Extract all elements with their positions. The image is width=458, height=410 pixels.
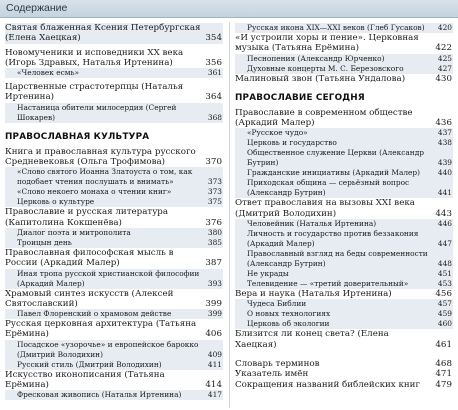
entry-title: «Слово святого Иоанна Златоуста о том, как подобает чтения послушать и внимать»	[17, 167, 193, 187]
page-number: 456	[435, 289, 452, 300]
page-number: 385	[207, 237, 222, 247]
spacer	[235, 350, 453, 359]
entry-title: Русская церковная архитектура (Татьяна Ерёмина)	[5, 319, 197, 340]
toc-subentry[interactable]	[235, 319, 453, 329]
page-number: 443	[435, 208, 452, 219]
page-number: 406	[205, 329, 222, 340]
toc-subentry[interactable]	[235, 299, 453, 309]
toc-subentry[interactable]	[235, 148, 453, 168]
page-number: 439	[437, 158, 452, 168]
right-top-entries	[235, 23, 453, 84]
page-number: 361	[207, 68, 222, 78]
toc-subentry[interactable]	[5, 238, 223, 248]
toc-entry[interactable]	[5, 147, 223, 168]
right-section-entries	[235, 108, 453, 390]
toc-subentry[interactable]	[235, 54, 453, 64]
page-number: 448	[437, 259, 452, 269]
page-number: 459	[437, 309, 452, 319]
entry-title: Русская икона XIX—XXI веков (Глеб Гусаков)	[247, 23, 425, 32]
toc-entry[interactable]	[235, 359, 453, 369]
toc-subentry[interactable]	[235, 249, 453, 269]
toc-subentry[interactable]	[5, 340, 223, 360]
page-number: 457	[437, 299, 452, 309]
toc-subentry[interactable]	[235, 23, 453, 33]
toc-entry[interactable]	[235, 33, 453, 54]
toc-subentry[interactable]	[5, 360, 223, 370]
page-number: 422	[435, 43, 452, 54]
entry-title: Иная тропа русской христианской философии (Аркадий Малер)	[17, 268, 200, 288]
entry-title: Общественное служение Церкви (Александр Бутрин)	[247, 148, 424, 168]
toc-entry[interactable]	[235, 369, 453, 379]
toc-subentry[interactable]	[5, 68, 223, 78]
page-number: 437	[437, 128, 452, 138]
toc-entry[interactable]	[5, 48, 223, 69]
page-number: 440	[437, 168, 452, 178]
toc-entry[interactable]	[5, 207, 223, 228]
page-number: 460	[437, 319, 452, 329]
page-number: 376	[205, 217, 222, 228]
entry-title: Троицын день	[17, 237, 72, 247]
entry-title: Павел Флоренский о храмовом действе	[17, 309, 172, 319]
entry-title: Православный взгляд на беды современности (Александр Бутрин)	[247, 249, 428, 269]
entry-title: «Человек есмь»	[17, 68, 80, 78]
entry-title: «Русское чудо»	[247, 128, 308, 138]
page-number: 425	[437, 53, 452, 63]
entry-title: Песнопения (Александр Юрченко)	[247, 53, 385, 63]
page-number: 375	[207, 197, 222, 207]
page-number: 447	[437, 239, 452, 249]
entry-title: Книга и православная культура русского Средневековья (Ольга Трофимова)	[5, 146, 196, 168]
entry-title: Искусство иконописания (Татьяна Ерёмина)	[5, 369, 165, 391]
entry-title: Церковь и государство	[247, 138, 337, 148]
entry-title: Фресковая живопись (Наталья Иртенина)	[17, 390, 182, 400]
section-title-culture: ПРАВОСЛАВНАЯ КУЛЬТУРА	[5, 131, 150, 142]
entry-title: Русский стиль (Дмитрий Володихин)	[17, 359, 162, 369]
entry-title: Вера и наука (Наталья Иртенина)	[235, 289, 392, 300]
entry-title: Храмовый синтез искусств (Алексей Святославский)	[5, 288, 174, 309]
toc-entry[interactable]	[5, 248, 223, 269]
left-top-entries	[5, 23, 223, 123]
page-number: 368	[207, 112, 222, 122]
page-number: 380	[207, 227, 222, 237]
entry-title: Чудеса Библии	[247, 299, 307, 309]
toc-subentry[interactable]	[5, 167, 223, 187]
page-number: 468	[435, 358, 452, 369]
entry-title: Гражданские инициативы (Аркадий Малер)	[247, 168, 421, 178]
page-number: 420	[437, 23, 452, 32]
toc-subentry[interactable]	[5, 309, 223, 319]
toc-subentry[interactable]	[235, 219, 453, 229]
toc-subentry[interactable]	[235, 309, 453, 319]
page-number: 430	[435, 73, 452, 84]
page-number: 364	[205, 92, 222, 103]
entry-title: Церковь об экологии	[247, 319, 330, 329]
entry-title: Церковь о культуре	[17, 197, 95, 207]
page-number: 399	[205, 298, 222, 309]
toc-subentry[interactable]	[5, 103, 223, 123]
entry-title: Словарь терминов	[235, 358, 320, 369]
entry-title: «И устроили хоры и пение». Церковная музыка (Татьяна Ерёмина)	[235, 33, 419, 54]
section-title-today: ПРАВОСЛАВИЕ СЕГОДНЯ	[235, 92, 365, 103]
entry-title: Не украды	[247, 269, 289, 279]
right-column	[235, 23, 453, 390]
page-number: 387	[205, 258, 222, 269]
page-number: 438	[437, 138, 452, 148]
entry-title: Близится ли конец света? (Елена Хаецкая)	[235, 329, 389, 350]
toc-subentry[interactable]	[5, 197, 223, 207]
page-number: 354	[205, 33, 222, 44]
toc-subentry[interactable]	[235, 269, 453, 279]
toc-entry[interactable]	[5, 82, 223, 103]
page-number: 436	[435, 118, 452, 129]
entry-title: Святая блаженная Ксения Петербургская (Елена Хаецкая)	[5, 23, 201, 44]
entry-title: Человейник (Наталья Иртенина)	[247, 219, 377, 229]
toc-subentry[interactable]	[5, 269, 223, 289]
toc-subentry[interactable]	[235, 178, 453, 198]
toc-entry[interactable]	[235, 380, 453, 390]
page-number: 427	[437, 63, 452, 73]
page-number: 414	[205, 380, 222, 391]
entry-title: «Слово некоего монаха о чтении книг»	[17, 187, 172, 197]
page-number: 471	[435, 369, 452, 380]
toc-entry[interactable]	[5, 319, 223, 340]
page-number: 417	[207, 390, 222, 400]
page-number: 409	[207, 349, 222, 359]
entry-title: О новых технологиях	[247, 309, 331, 319]
toc-subentry[interactable]	[235, 279, 453, 289]
entry-title: Малиновый звон (Татьяна Ундалова)	[235, 73, 406, 84]
toc-subentry[interactable]	[235, 168, 453, 178]
toc-entry[interactable]	[235, 329, 453, 350]
toc-subentry[interactable]	[235, 64, 453, 74]
toc-entry[interactable]	[5, 370, 223, 391]
toc-entry[interactable]	[235, 289, 453, 299]
page-number: 373	[207, 177, 222, 187]
toc-entry[interactable]	[235, 74, 453, 84]
entry-title: Православие и русская литература (Капитолина Кокшенёва)	[5, 207, 169, 228]
toc-subentry[interactable]	[235, 128, 453, 138]
toc-subentry[interactable]	[235, 229, 453, 249]
page-number: 479	[435, 379, 452, 390]
page-number: 399	[207, 309, 222, 319]
page-number: 453	[437, 279, 452, 289]
header-title: Содержание	[6, 2, 68, 14]
entry-title: Новомученики и исповедники XX века (Игорь Здравых, Наталья Иртенина)	[5, 47, 184, 68]
entry-title: Православная философская мысль в России (Аркадий Малер)	[5, 247, 174, 269]
page-number: 411	[207, 359, 222, 369]
toc-entry[interactable]	[5, 289, 223, 310]
page-header	[0, 0, 458, 18]
page-number: 356	[205, 57, 222, 68]
page-number: 446	[437, 219, 452, 229]
toc-entry[interactable]	[235, 198, 453, 219]
toc-subentry[interactable]	[5, 228, 223, 238]
page-number: 461	[435, 339, 452, 350]
entry-title: Царственные страстотерпцы (Наталья Иртенина)	[5, 82, 184, 103]
entry-title: Духовные концерты М. С. Березовского	[247, 63, 404, 73]
toc-subentry[interactable]	[5, 187, 223, 197]
page-number: 441	[437, 188, 452, 198]
entry-title: Настаница обители милосердия (Сергей Шокарев)	[17, 102, 177, 122]
entry-title: Посадское «узорочье» и европейское барокко (Дмитрий Володихин)	[17, 339, 199, 359]
toc-subentry[interactable]	[235, 138, 453, 148]
entry-title: Указатель имён	[235, 369, 309, 380]
entry-title: Диалог поэта и митрополита	[17, 227, 131, 237]
entry-title: Сокращения названий библейских книг	[235, 379, 421, 390]
page-number: 370	[205, 157, 222, 168]
toc-subentry[interactable]	[5, 390, 223, 400]
left-column	[5, 23, 223, 400]
entry-title: Ответ православия на вызовы XXI века (Дмитрий Володихин)	[235, 198, 415, 219]
entry-title: Православие в современном обществе (Аркадий Малер)	[235, 107, 413, 129]
page-number: 451	[437, 269, 452, 279]
page-number: 393	[207, 278, 222, 288]
left-section-entries	[5, 147, 223, 401]
entry-title: Личность и государство против беззакония (Аркадий Малер)	[247, 229, 419, 249]
column-divider	[229, 22, 230, 408]
toc-entry[interactable]	[5, 23, 223, 44]
toc-entry[interactable]	[235, 108, 453, 129]
entry-title: Телевидение — «третий доверительный»	[247, 279, 409, 289]
entry-title: Приходская община — серьёзный вопрос (Александр Бутрин)	[247, 178, 410, 198]
page-number: 373	[207, 187, 222, 197]
